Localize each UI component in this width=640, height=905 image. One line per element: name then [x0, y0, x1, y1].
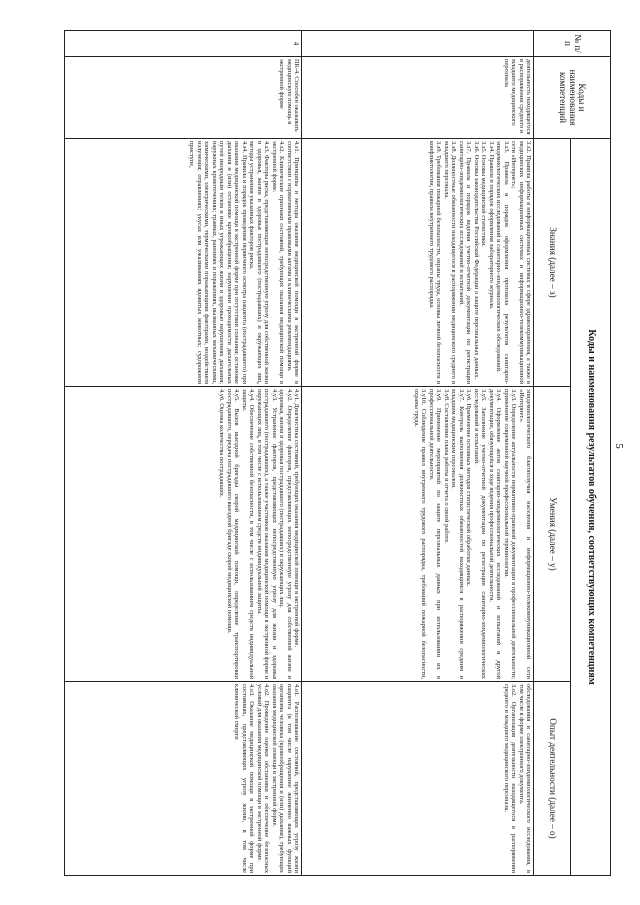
skills-cell	[302, 387, 534, 682]
header-skills: Умения (далее – у)	[534, 387, 571, 682]
list-item: 4.у1. Диагностика состояний, требующих оказания медицинской помощи в экстренной форме.	[293, 389, 300, 648]
knowledge-cell	[65, 139, 302, 387]
list-item: 3.з9. Требования пожарной безопасности, охраны труда, основы личной безопасности и конфликтологии, правила внутреннего трудового распорядка.	[427, 141, 443, 384]
list-item: 3.з6. Основы законодательства Российской Федерации о защите персональных данных.	[472, 141, 480, 380]
list-item: 4.у5. Вызов выездной бригады скорой медицинской помощи, определение транспортировки пострадавшего, передача пострадавшего выездной бригаде скорой медицинской помощи.	[225, 389, 241, 679]
header-results-group: Коды и наименования результатов обучения, соответствующих компетенциям	[571, 139, 611, 876]
competence-name: деятельность находящегося в распоряжении среднего и младшего медицинского персонала	[302, 57, 534, 139]
experience-cell	[65, 682, 302, 876]
skills-cell	[65, 387, 302, 682]
list-item: 3.у3. Определение актуальности нормативно-правовой документации в профессиональной деятельности; применение современной научной профессиональной терминологии.	[502, 389, 518, 679]
rotated-page	[63, 30, 611, 875]
row-number: 4	[65, 31, 302, 57]
list-item: 4.з2. Клинические признаки состояний, требующих оказания медицинской помощи в экстренной форме.	[270, 141, 286, 384]
header-num: № п/п	[534, 31, 611, 57]
list-item: 4.з3. Факторы риска, представляющие непосредственную угрозу для собственной жизни и здоровья, жизни и здоровья пострадавшего (пострадавших) и окружающих лиц, методы устранения указанных факторов риска.	[248, 141, 271, 384]
header-knowledge: Знания (далее – з)	[534, 139, 571, 387]
list-item: 3.у10. Соблюдение правил внутреннего трудового распорядка, требований пожарной безопасности, охраны труда.	[412, 389, 428, 679]
list-item: 4.з4. Правила и порядок проведения первичного осмотра пациента (пострадавшего) при оказании медицинской помощи в экстренной форме при отсутствии сознания; остановке дыхания и (или) остановке кровообращения; нарушении проходимости дыхательных путей инородным телом и иных угрожающих жизни и здоровью нарушениях дыхания; наружных кровотечениях; травмах, ранениях и поражениях, вызванных механическими, химическими, электрическими, термическими поражающими факторами, воздействием излучения; отравлениях; укусах или ужаливаниях ядовитых животных; судорожном приступе,	[188, 141, 248, 384]
list-item: 3.з8. Должностные обязанности находящегося в распоряжении медицинского среднего и младшего персонала.	[442, 141, 458, 384]
competence-name: ПК-4. Способен оказывать медицинскую помощь в экстренной форме	[65, 57, 302, 139]
competence-table	[64, 30, 611, 876]
list-item: 3.о2. Организация деятельности находящегося в распоряжении среднего и младшего медицинского персонала.	[502, 684, 518, 874]
list-item: 4.о3. Оказание медицинской помощи в экстренной форме при состояниях, представляющих угрозу жизни, в том числе клинической смерти	[233, 684, 256, 874]
row-number	[302, 31, 534, 57]
knowledge-cell	[302, 139, 534, 387]
experience-cell	[302, 682, 534, 876]
table-row	[65, 31, 302, 876]
list-item: 4.з1. Принципы и методы оказания медицинской помощи в экстренной форме в соответствии с нормативными правовыми актами и клиническими рекомендациями.	[285, 141, 300, 384]
list-item: эпидемиологического благополучия населения и информационно-телекоммуникационной сети «Интернет».	[517, 389, 532, 679]
page-number: 5	[612, 443, 625, 449]
list-item: 4.у3. Устранение факторов, представляющих непосредственную угрозу для жизни и здоровья пострадавшего (пострадавших), а также участников оказания медицинской помощи в экстренной форме и окружающих лиц, в том числе с использованием средств индивидуальной защиты.	[255, 389, 278, 679]
list-item: 4.о2. Проведение оценки обстановки и обеспечение безопасных условий для оказания медицинской помощи в экстренной форме.	[255, 684, 271, 874]
list-item: 3.у4. Оформление актов санитарно-эпидемиологических исследований и испытаний и другой документации, обязующейся в ходе ведения профессиональной деятельности.	[487, 389, 503, 679]
list-item: 3.з3. Правила и порядок оформления протокола результатов санитарно-эпидемиологических исследований и санитарно-эпидемиологических обследований.	[495, 141, 510, 384]
table-row	[302, 31, 534, 876]
list-item: 4.у4. Обеспечение собственной безопасности, в том числе с использованием средств индивидуальной защиты.	[240, 389, 256, 679]
list-item: 3.у6. Применение основных методов статистической обработки данных.	[465, 389, 473, 587]
list-item: обследования и санитарно-эпидемиологического исследования, в том числе в форме электронного документа.	[517, 684, 532, 874]
list-item: 3.у9. Применение мероприятий по защите персональных данных при использовании их в профессиональной деятельности.	[427, 389, 443, 679]
list-item: 4.у2. Определение факторов, представляющих непосредственную угрозу для собственной жизни и здоровья, жизни и здоровья пострадавшего (пострадавших) и окружающих лиц.	[278, 389, 293, 679]
list-item: 4.о1. Распознавание состояний, представляющих угрозу жизни пациента (в том числе нарушение жизненно важных функций организма человека (кровообращения и (или) дыхания), требующих оказания медицинской помощи в экстренной форме.	[270, 684, 300, 874]
list-item: 3.з2. Правила работы в информационных системах в сфере здравоохранения, а также в медицинских информационных системах и информационно-телекоммуникационной сети «Интернет»;	[510, 141, 532, 384]
list-item: 3.з7. Правила и порядок ведения учетно-отчетной документации по регистрации санитарно-эпидемиологических исследований и испытаний.	[457, 141, 473, 384]
list-item: 4.у6. Оценка количества пострадавших.	[218, 389, 226, 498]
header-codes: Коды и наименования компетенций	[534, 57, 611, 139]
list-item: 3.у5. Заполнение учетно-отчетной документации по регистрации санитарно-эпидемиологических исследований и испытаний.	[472, 389, 488, 679]
list-item: 3.у7. Контроль выполнения должностных обязанностей находящимся в распоряжении средним и младшим медицинским персоналом.	[450, 389, 465, 679]
header-experience: Опыт деятельности (далее – о)	[534, 682, 571, 876]
list-item: 3.з5. Основы медицинской статистики.	[480, 141, 488, 248]
list-item: 3.у8. Составление плана работы и отчета о своей работе.	[442, 389, 450, 544]
list-item: 3.з4. Правила и порядок оформления лабораторного журнала.	[487, 141, 495, 310]
